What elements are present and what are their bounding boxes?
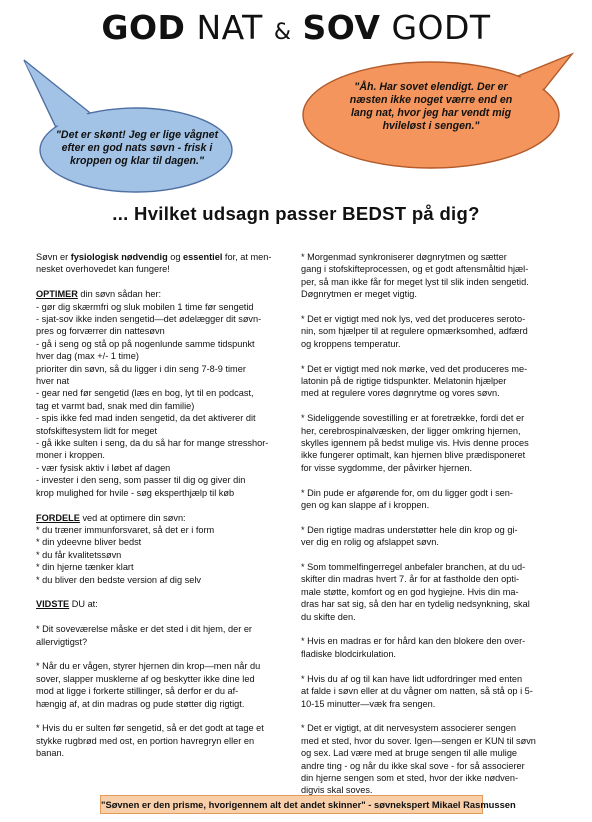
tip-paragraph bbox=[301, 251, 563, 301]
tip-line: gang i stofskifteprocessen, og et godt aftensmåltid hjæl- bbox=[301, 264, 529, 275]
optimer-list-item: - invester i den seng, som passer til dig og giver din bbox=[36, 475, 246, 486]
tip-paragraph bbox=[301, 561, 563, 623]
fordele-list-item: * du får kvalitetssøvn bbox=[36, 549, 122, 560]
title-word-god: GOD bbox=[101, 8, 186, 47]
tip-line: med at regulere vores døgnrytme og vores søvn. bbox=[301, 388, 500, 399]
vidste-line: sover, slapper musklerne af og beskytter ikke dine led bbox=[36, 673, 255, 684]
optimer-list-item: stofskiftesystem lidt for meget bbox=[36, 425, 158, 436]
bubble-right-line: næsten ikke noget værre end en bbox=[349, 94, 513, 106]
optimer-list-item: hver nat bbox=[36, 376, 70, 387]
tip-line: * Hvis en madras er for hård kan den blokere den over- bbox=[301, 636, 526, 647]
tip-line: din hjerne sengen som et sted, hvor der ikke nødven- bbox=[301, 772, 519, 783]
intro-emphasis: essentiel bbox=[183, 252, 223, 262]
tip-line: skifter din madras hvert 7. år for at fastholde den opti- bbox=[301, 574, 520, 585]
tip-line: * Hvis du af og til kan have lidt udfordringer med enten bbox=[301, 673, 523, 684]
optimer-list-item: - gå ikke sulten i seng, da du så har for mange stresshor- bbox=[36, 438, 269, 449]
page-title bbox=[0, 8, 592, 47]
fordele-heading-rest: ved at optimere din søvn: bbox=[79, 512, 186, 523]
speech-bubble-left-shape bbox=[14, 58, 239, 193]
bubble-left-line: "Det er skønt! Jeg er lige vågnet bbox=[55, 129, 219, 141]
tip-line: at falde i søvn eller at du vågner om natten, så stå op i 5- bbox=[301, 686, 533, 697]
optimer-list-item: - spis ikke fed mad inden sengetid, da det aktiverer dit bbox=[36, 413, 256, 424]
tip-line: og kroppens temperatur. bbox=[301, 338, 401, 349]
intro-line: nesket overhovedet kan fungere! bbox=[36, 264, 170, 275]
vidste-paragraph bbox=[36, 623, 286, 648]
optimer-list-item: - gear ned før sengetid (læs en bog, lyt til en podcast, bbox=[36, 388, 254, 399]
bubble-right-line: "Åh. Har sovet elendigt. Der er bbox=[354, 81, 508, 93]
fordele-heading-keyword: FORDELE bbox=[36, 512, 80, 523]
tip-line: latonin på de rigtige tidspunkter. Melatonin hjælper bbox=[301, 376, 507, 387]
optimer-list-item: - gå i seng og stå op på nogenlunde samme tidspunkt bbox=[36, 338, 255, 349]
question-heading: ... Hvilket udsagn passer BEDST på dig? bbox=[112, 203, 480, 224]
intro-text: for, at men- bbox=[222, 252, 272, 262]
speech-bubble-left bbox=[14, 58, 239, 193]
vidste-line: hængig af, at din madras og pude støtter dig rigtigt. bbox=[36, 698, 245, 709]
fordele-list-item: * du bliver den bedste version af dig selv bbox=[36, 574, 201, 585]
speech-bubble-left-text bbox=[52, 129, 222, 168]
bubble-left-line: efter en god nats søvn - frisk i bbox=[61, 142, 213, 154]
left-column bbox=[36, 251, 286, 760]
optimer-heading bbox=[36, 288, 286, 300]
tip-line: her, cerebrospinalvæsken, der ligger omkring hjernen, bbox=[301, 425, 521, 436]
tip-line: * Det er vigtigt med nok lys, ved det produceres seroto- bbox=[301, 314, 526, 325]
optimer-list-item: - sjat-sov ikke inden sengetid—det ødelægger dit søvn- bbox=[36, 314, 262, 325]
vidste-heading bbox=[36, 598, 286, 610]
tip-line: skylles igennem på bedst mulige vis. Hvis denne proces bbox=[301, 438, 529, 449]
optimer-list-item: - gør dig skærmfri og sluk mobilen 1 time før sengetid bbox=[36, 301, 254, 312]
footer-quote: "Søvnen er den prisme, hvorigennem alt det andet skinner" - søvnekspert Mikael Rasmussen bbox=[100, 795, 483, 814]
optimer-list-item: tag et varmt bad, snak med din familie) bbox=[36, 400, 195, 411]
title-word-sov: SOV bbox=[302, 8, 381, 47]
tip-line: andre ting - og når du ikke skal sove - for så associerer bbox=[301, 760, 525, 771]
right-column bbox=[301, 251, 563, 797]
tip-paragraph bbox=[301, 524, 563, 549]
optimer-list-item: krop mulighed for hvile - søg eksperthjælp til køb bbox=[36, 487, 235, 498]
fordele-heading bbox=[36, 512, 286, 524]
vidste-line: * Dit soveværelse måske er det sted i dit hjem, der er bbox=[36, 624, 252, 635]
fordele-list-item: * din hjerne tænker klart bbox=[36, 562, 134, 573]
tip-line: digvis skal soves. bbox=[301, 785, 373, 796]
intro-line bbox=[36, 251, 286, 263]
optimer-list-item: - vær fysisk aktiv i løbet af dagen bbox=[36, 462, 171, 473]
title-ampersand: & bbox=[273, 20, 292, 45]
tip-paragraph bbox=[301, 635, 563, 660]
tip-line: per, så man ikke får for meget lyst til slik inden sengetid. bbox=[301, 276, 529, 287]
optimer-heading-rest: din søvn sådan her: bbox=[77, 289, 162, 300]
vidste-paragraph bbox=[36, 660, 286, 710]
tip-paragraph bbox=[301, 487, 563, 512]
optimer-list-item: moner i kroppen. bbox=[36, 450, 105, 461]
fordele-list-item: * du træner immunforsvaret, så det er i form bbox=[36, 524, 215, 535]
tip-paragraph bbox=[301, 673, 563, 710]
vidste-line: banan. bbox=[36, 748, 65, 759]
tip-line: ikke fungerer optimalt, kan hjernen blive prædisponeret bbox=[301, 450, 526, 461]
vidste-line: allervigtigst? bbox=[36, 636, 88, 647]
tip-line: 10-15 minutter—væk fra sengen. bbox=[301, 698, 436, 709]
bubble-right-line: lang nat, hvor jeg har vendt mig bbox=[350, 107, 512, 119]
optimer-list-item: hver dag (max +/- 1 time) bbox=[36, 351, 139, 362]
tip-line: * Sideliggende sovestilling er at foretrække, fordi det er bbox=[301, 413, 525, 424]
tip-line: male støtte, komfort og en god hygiejne. Hvis din ma- bbox=[301, 586, 519, 597]
tip-paragraph bbox=[301, 363, 563, 400]
title-word-nat: NAT bbox=[196, 8, 263, 47]
tip-line: gen og kan slappe af i kroppen. bbox=[301, 500, 430, 511]
vidste-heading-keyword: VIDSTE bbox=[36, 599, 70, 610]
bubble-right-line: hvileløst i sengen." bbox=[382, 120, 480, 132]
fordele-list-item: * din ydeevne bliver bedst bbox=[36, 537, 142, 548]
tip-line: * Morgenmad synkroniserer døgnrytmen og sætter bbox=[301, 252, 507, 262]
vidste-line: * Hvis du er sulten før sengetid, så er det godt at tage et bbox=[36, 723, 264, 734]
tip-line: * Som tommelfingerregel anbefaler branchen, at du ud- bbox=[301, 562, 526, 573]
optimer-list-item: pres og forværrer din nattesøvn bbox=[36, 326, 165, 337]
intro-emphasis: fysiologisk nødvendig bbox=[70, 252, 168, 262]
tip-line: dras har sat sig, så den har en tydelig nedsynkning, skal bbox=[301, 599, 530, 610]
tip-line: Døgnrytmen er meget vigtig. bbox=[301, 289, 417, 300]
tip-line: * Den rigtige madras understøtter hele din krop og gi- bbox=[301, 524, 518, 535]
tip-line: ver dig en rolig og afslappet søvn. bbox=[301, 537, 439, 548]
fordele-list bbox=[36, 524, 286, 586]
tip-line: nin, som hjælper til at regulere opmærksomhed, adfærd bbox=[301, 326, 528, 337]
vidste-heading-rest: DU at: bbox=[69, 599, 98, 610]
tip-line: og sex. Lad være med at bruge sengen til alle mulige bbox=[301, 748, 518, 759]
vidste-paragraph bbox=[36, 722, 286, 759]
title-word-godt: GODT bbox=[391, 8, 491, 47]
vidste-line: mod at ligge i forkerte stillinger, så derfor er du af- bbox=[36, 686, 239, 697]
tip-line: for visse sygdomme, der påvirker hjernen. bbox=[301, 462, 473, 473]
optimer-list-item: prioriter din søvn, så du ligger i din seng 7-8-9 timer bbox=[36, 363, 246, 374]
tip-line: * Din pude er afgørende for, om du ligger godt i sen- bbox=[301, 487, 513, 498]
bubble-left-line: kroppen og klar til dagen." bbox=[70, 155, 204, 167]
tip-line: med et sted, hvor du sover. Igen—sengen er KUN til søvn bbox=[301, 735, 536, 746]
tip-line: fladiske blodcirkulation. bbox=[301, 648, 396, 659]
tip-paragraph bbox=[301, 313, 563, 350]
intro-text: Søvn er bbox=[36, 252, 71, 262]
tip-line: * Det er vigtigt, at dit nervesystem associerer sengen bbox=[301, 723, 516, 734]
vidste-line: stykke rugbrød med ost, en portion havregryn eller en bbox=[36, 735, 255, 746]
tip-paragraph bbox=[301, 722, 563, 796]
intro-text: og bbox=[167, 252, 184, 262]
speech-bubble-right bbox=[288, 50, 578, 178]
tip-line: * Det er vigtigt med nok mørke, ved det produceres me- bbox=[301, 363, 528, 374]
tip-paragraph bbox=[301, 412, 563, 474]
vidste-line: * Når du er vågen, styrer hjernen din krop—men når du bbox=[36, 661, 261, 672]
tip-line: du skifte den. bbox=[301, 611, 356, 622]
speech-bubble-right-text bbox=[328, 81, 534, 133]
optimer-list bbox=[36, 301, 286, 500]
optimer-heading-keyword: OPTIMER bbox=[36, 289, 78, 300]
